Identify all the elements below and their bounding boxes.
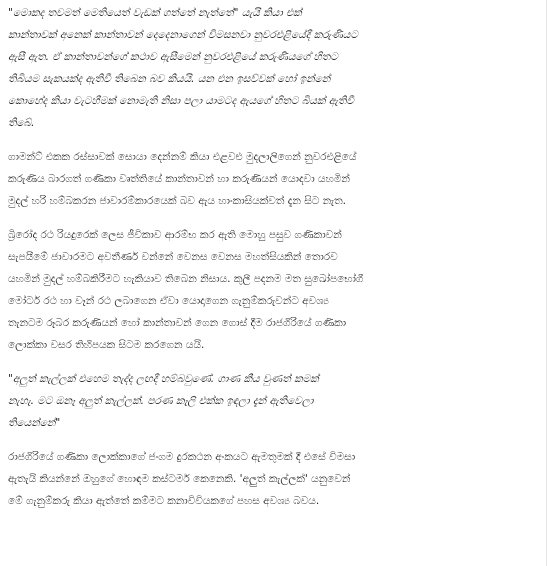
body-paragraph: බ්‍රිරෝද රථ රියදුරෙක් ලෙස ජීවිකාව ආරම්භ කර ඇති මොහු පසුව ගණිකාවන් සැපයීමේ ජාවාරමට අවතීර්ණ වන්නේ වෙනස වෙනස මහත්සියකින් තොරව යහමින් මුදල් හම්බකිරීමට හැකියාව තිබෙන නිසාය. කුලී පදනම මත සුඛෝපභෝගී මෝටර් රථ හා වෑන් රථ ලබාගෙන ඒවා යොදාගෙන ගැනුම්කරුවන්ට අවශ්‍ය තැනටම රූබර කරුණියන් හෝ කාන්තාවන් ගෙන ගොස් දීම රාජගිරියේ ගණිකා ලොක්කා වසර තිහිපයක සිටම කරගෙන යයි. [8,229,364,351]
body-paragraph: ගාමන්ට් එකක රස්සාවක් සොයා දෙන්නම් කියා එළවළු මුදලාලිගෙන් නුවරඑළියේ කරුණිය බාරගත් ගණිකා වෘත්තියේ කාන්තාවන් හා කරුණියන් යොදවා යහමින් මුදල් හරි හම්බකරන ජාවාරම්කාරයෙක් බව ඇය හාංකාසියක්වත් දැන සිට නැත. [8,151,357,207]
body-paragraph: රාජගිරියේ ගණිකා ලොක්කාගේ ජංගම දුරකථන අංකයට ඇමතුමක් දී එසේ විමසා ඇතැයි කියන්නේ ඔහුගේ හොඳම කස්ටමර් කෙනෙකි. 'අලුත් කැල්ලක්' යනුවෙන් මේ ගැනුම්කරු කියා ඇත්තේ කම්මට කනාවිවියකගේ පහස අවශ්‍ය බවය. [8,451,356,507]
article-body [8,2,538,524]
opening-quote-paragraph: "මොකද තවමත් මෙතියෙත් වැඩක් ගත්තේ නැත්තේ" යැයි කියා එක් කාන්තාවක් අනෙක් කාන්තාවන් දෙදෙනාගෙන් විමසනවා නුවරඑළියේදී කරුණියට ඇසී ඇත. ඒ කාන්තාවන්ගේ කථාව ඇසීමෙන් නුවරඑළියේ කරුණියගේ හිතට තිබියම සැකයක්ද ඇතිවී තිබෙන බව කියයි. යන එන ඉසව්වක් හෝ ඉන්නේ කොහේද කියා වැටහීමක් නොමැති නිසා පලා යාමටද ඇයගේ හිතට බියක් ඇතිවී තිබේ. [8,7,358,129]
customer-quote-paragraph: "අලුත් කැල්ලක් එහෙම තැද්ද ලඟදී හම්බවුණේ. ගාණ කීය වුණත් කමක් නැහැ. මට ඔනෑ අලුත් කැල්ලක්. පරණ කෑලි එක්ක ඉඳලා දැන් ඇතිවෙලා තියෙන්නේ" [8,373,319,429]
